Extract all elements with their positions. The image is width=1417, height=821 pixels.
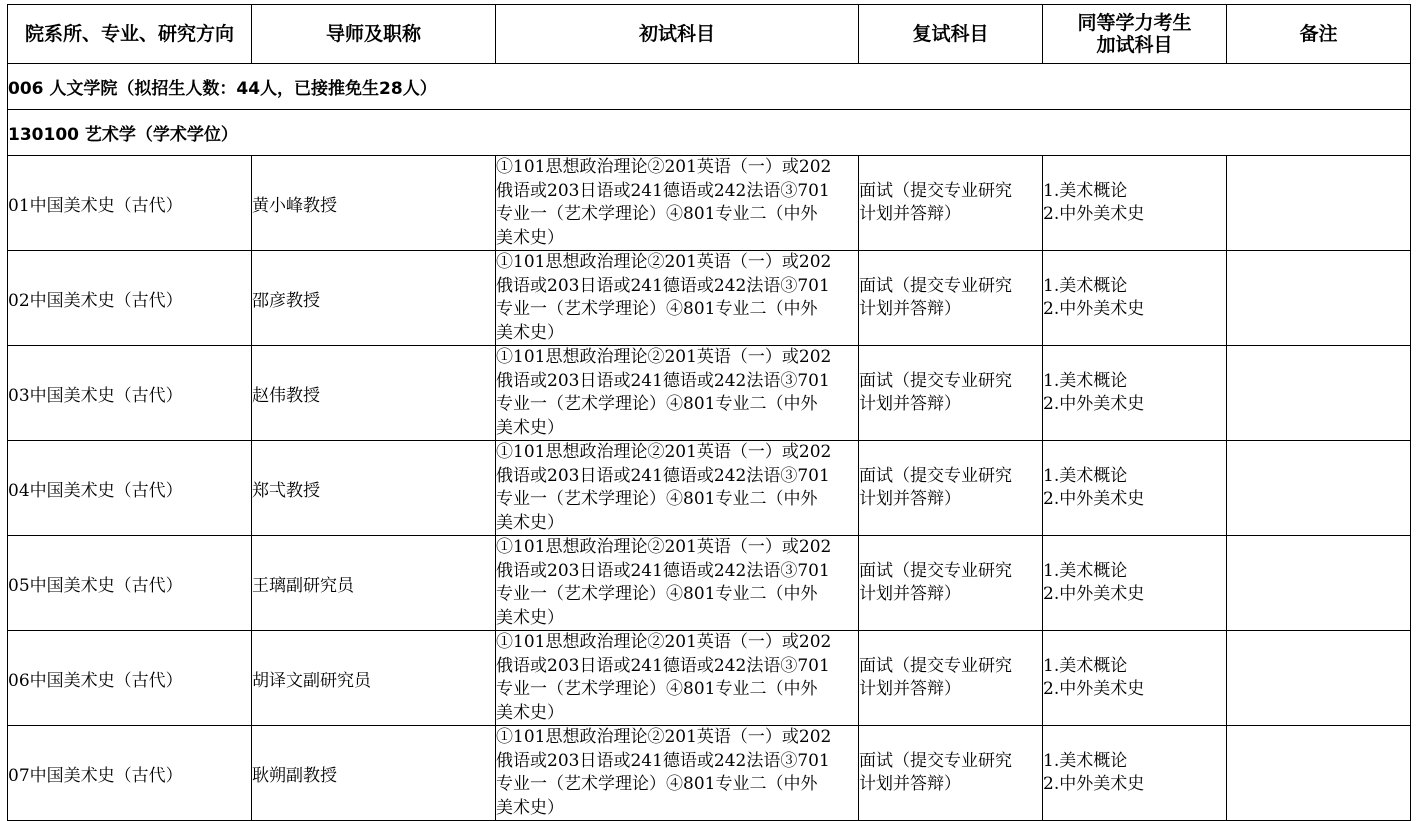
note-cell [1227, 441, 1411, 536]
extra-subject-line: 2.中外美术史 [1043, 299, 1145, 319]
note-cell [1227, 156, 1411, 251]
initial-subject-line: ①101思想政治理论②201英语（一）或202 [496, 727, 832, 747]
retest-line: 面试（提交专业研究 [859, 561, 1012, 581]
retest-cell [859, 156, 1043, 251]
initial-subject-line: 美术史） [496, 417, 564, 438]
tutor-cell: 黄小峰教授 [252, 156, 496, 251]
extra-subjects-cell [1043, 156, 1227, 251]
retest-line: 计划并答辩） [859, 584, 961, 604]
extra-subject-line: 1.美术概论 [1043, 276, 1128, 296]
admission-table [7, 4, 1411, 821]
school-title: 006 人文学院（拟招生人数：44人，已接推免生28人） [8, 64, 1411, 110]
initial-subject-line: 专业一（艺术学理论）④801专业二（中外 [496, 394, 818, 414]
table-row [8, 156, 1411, 251]
retest-line: 计划并答辩） [859, 679, 961, 699]
table-row [8, 536, 1411, 631]
initial-subject-line: 美术史） [496, 607, 564, 628]
header-extra [1043, 5, 1227, 64]
initial-subject-line: 俄语或203日语或241德语或242法语③701 [496, 465, 830, 486]
initial-subject-line: ①101思想政治理论②201英语（一）或202 [496, 632, 832, 652]
initial-subject-line: 俄语或203日语或241德语或242法语③701 [496, 275, 830, 296]
retest-cell [859, 536, 1043, 631]
direction-cell: 01中国美术史（古代） [8, 156, 252, 251]
initial-subjects-cell [496, 536, 859, 631]
initial-subject-line: 美术史） [496, 227, 564, 248]
initial-subject-line: 俄语或203日语或241德语或242法语③701 [496, 560, 830, 581]
extra-subject-line: 1.美术概论 [1043, 371, 1128, 391]
direction-cell: 07中国美术史（古代） [8, 726, 252, 821]
header-extra-line1: 同等学力考生 [1077, 12, 1192, 34]
extra-subjects-cell [1043, 251, 1227, 346]
initial-subject-line: 专业一（艺术学理论）④801专业二（中外 [496, 679, 818, 699]
extra-subject-line: 2.中外美术史 [1043, 774, 1145, 794]
header-dept: 院系所、专业、研究方向 [8, 5, 252, 64]
initial-subject-line: ①101思想政治理论②201英语（一）或202 [496, 157, 832, 177]
extra-subject-line: 2.中外美术史 [1043, 394, 1145, 414]
direction-cell: 03中国美术史（古代） [8, 346, 252, 441]
retest-line: 面试（提交专业研究 [859, 466, 1012, 486]
table-row [8, 726, 1411, 821]
header-tutor: 导师及职称 [252, 5, 496, 64]
extra-subject-line: 2.中外美术史 [1043, 584, 1145, 604]
extra-subjects-cell [1043, 726, 1227, 821]
tutor-cell: 郑弌教授 [252, 441, 496, 536]
initial-subject-line: ①101思想政治理论②201英语（一）或202 [496, 252, 832, 272]
tutor-cell: 邵彦教授 [252, 251, 496, 346]
initial-subject-line: ①101思想政治理论②201英语（一）或202 [496, 442, 832, 462]
initial-subject-line: 美术史） [496, 322, 564, 343]
initial-subjects-cell [496, 251, 859, 346]
extra-subject-line: 1.美术概论 [1043, 751, 1128, 771]
school-row [8, 64, 1411, 110]
extra-subject-line: 1.美术概论 [1043, 181, 1128, 201]
initial-subject-line: 俄语或203日语或241德语或242法语③701 [496, 655, 830, 676]
extra-subject-line: 1.美术概论 [1043, 656, 1128, 676]
initial-subject-line: 专业一（艺术学理论）④801专业二（中外 [496, 299, 818, 319]
extra-subjects-cell [1043, 536, 1227, 631]
extra-subjects-cell [1043, 346, 1227, 441]
initial-subject-line: 专业一（艺术学理论）④801专业二（中外 [496, 774, 818, 794]
tutor-cell: 赵伟教授 [252, 346, 496, 441]
initial-subject-line: 美术史） [496, 702, 564, 723]
initial-subject-line: 美术史） [496, 797, 564, 818]
retest-line: 面试（提交专业研究 [859, 181, 1012, 201]
extra-subject-line: 2.中外美术史 [1043, 679, 1145, 699]
extra-subject-line: 1.美术概论 [1043, 561, 1128, 581]
retest-cell [859, 346, 1043, 441]
header-initial: 初试科目 [496, 5, 859, 64]
major-title: 130100 艺术学（学术学位） [8, 110, 1411, 156]
initial-subjects-cell [496, 726, 859, 821]
major-row [8, 110, 1411, 156]
initial-subjects-cell [496, 346, 859, 441]
tutor-cell: 耿朔副教授 [252, 726, 496, 821]
retest-line: 面试（提交专业研究 [859, 656, 1012, 676]
initial-subject-line: 专业一（艺术学理论）④801专业二（中外 [496, 584, 818, 604]
retest-line: 计划并答辩） [859, 204, 961, 224]
tutor-cell: 胡译文副研究员 [252, 631, 496, 726]
header-row [8, 5, 1411, 64]
direction-cell: 04中国美术史（古代） [8, 441, 252, 536]
retest-line: 计划并答辩） [859, 394, 961, 414]
retest-line: 面试（提交专业研究 [859, 276, 1012, 296]
direction-cell: 06中国美术史（古代） [8, 631, 252, 726]
retest-cell [859, 251, 1043, 346]
retest-cell [859, 726, 1043, 821]
retest-cell [859, 631, 1043, 726]
extra-subjects-cell [1043, 441, 1227, 536]
extra-subject-line: 2.中外美术史 [1043, 204, 1145, 224]
note-cell [1227, 346, 1411, 441]
initial-subject-line: 俄语或203日语或241德语或242法语③701 [496, 750, 830, 771]
note-cell [1227, 251, 1411, 346]
extra-subject-line: 1.美术概论 [1043, 466, 1128, 486]
retest-line: 面试（提交专业研究 [859, 371, 1012, 391]
extra-subject-line: 2.中外美术史 [1043, 489, 1145, 509]
initial-subject-line: 美术史） [496, 512, 564, 533]
table-row [8, 441, 1411, 536]
initial-subjects-cell [496, 441, 859, 536]
note-cell [1227, 631, 1411, 726]
direction-cell: 05中国美术史（古代） [8, 536, 252, 631]
table-row [8, 631, 1411, 726]
header-note: 备注 [1227, 5, 1411, 64]
initial-subjects-cell [496, 631, 859, 726]
initial-subject-line: 专业一（艺术学理论）④801专业二（中外 [496, 204, 818, 224]
retest-cell [859, 441, 1043, 536]
direction-cell: 02中国美术史（古代） [8, 251, 252, 346]
retest-line: 计划并答辩） [859, 489, 961, 509]
initial-subject-line: ①101思想政治理论②201英语（一）或202 [496, 347, 832, 367]
table-row [8, 346, 1411, 441]
note-cell [1227, 726, 1411, 821]
retest-line: 面试（提交专业研究 [859, 751, 1012, 771]
initial-subject-line: 俄语或203日语或241德语或242法语③701 [496, 180, 830, 201]
extra-subjects-cell [1043, 631, 1227, 726]
tutor-cell: 王璃副研究员 [252, 536, 496, 631]
note-cell [1227, 536, 1411, 631]
initial-subject-line: 俄语或203日语或241德语或242法语③701 [496, 370, 830, 391]
header-retest: 复试科目 [859, 5, 1043, 64]
retest-line: 计划并答辩） [859, 299, 961, 319]
initial-subjects-cell [496, 156, 859, 251]
initial-subject-line: 专业一（艺术学理论）④801专业二（中外 [496, 489, 818, 509]
header-extra-line2: 加试科目 [1096, 34, 1173, 56]
retest-line: 计划并答辩） [859, 774, 961, 794]
initial-subject-line: ①101思想政治理论②201英语（一）或202 [496, 537, 832, 557]
direction-rows [8, 156, 1411, 821]
table-row [8, 251, 1411, 346]
